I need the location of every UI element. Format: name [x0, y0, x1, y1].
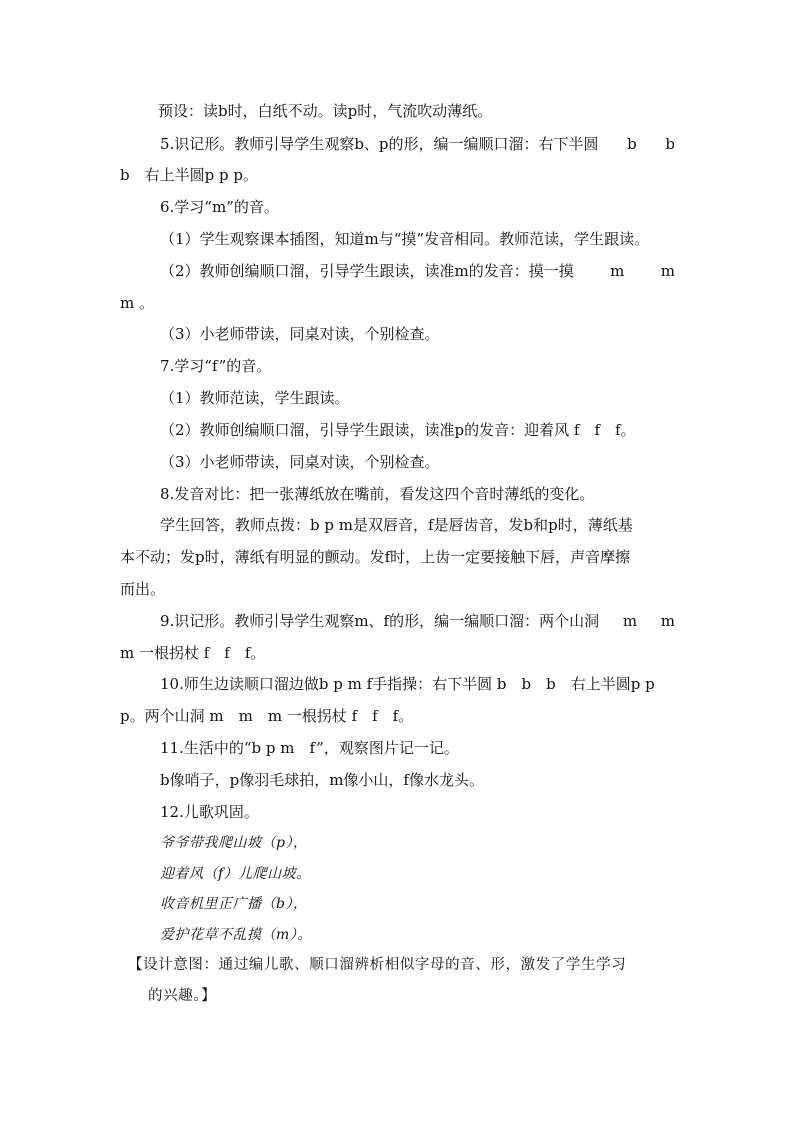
paragraph-line: p。两个山洞 m m m 一根拐杖 f f f。 — [120, 707, 414, 725]
paragraph-line: m 一根拐杖 f f f。 — [120, 644, 266, 662]
text-segment: m — [660, 612, 675, 630]
text-segment: b — [627, 135, 637, 153]
section-heading: 10.师生边读顺口溜边做b p m f手指操：右下半圆 b b b 右上半圆p p — [160, 675, 655, 693]
paragraph-line — [160, 261, 675, 281]
paragraph-line: m 。 — [120, 294, 154, 312]
paragraph-line: （1）学生观察课本插图，知道m与“摸”发音相同。教师范读，学生跟读。 — [160, 230, 650, 248]
paragraph-line: （3）小老师带读，同桌对读，个别检查。 — [160, 325, 440, 343]
paragraph-line: （2）教师创编顺口溜，引导学生跟读，读准p的发音：迎着风 f f f。 — [160, 421, 636, 439]
section-heading: 8.发音对比：把一张薄纸放在嘴前，看发这四个音时薄纸的变化。 — [160, 485, 595, 503]
poem-line: 爷爷带我爬山坡（p）， — [160, 835, 308, 851]
paragraph-line: b像哨子，p像羽毛球拍，m像小山，f像水龙头。 — [160, 771, 484, 789]
paragraph-line: b 右上半圆p p p。 — [120, 166, 258, 184]
design-intent-line: 的兴趣。】 — [148, 988, 217, 1004]
paragraph-line: （3）小老师带读，同桌对读，个别检查。 — [160, 453, 440, 471]
poem-line: 迎着风（f）儿爬山坡。 — [160, 866, 311, 882]
paragraph-line — [160, 134, 675, 154]
text-segment: m — [660, 262, 675, 280]
section-heading: 6.学习“m”的音。 — [160, 198, 279, 216]
text-segment: （2）教师创编顺口溜，引导学生跟读，读准m的发音：摸一摸 — [160, 262, 574, 280]
poem-line: 爱护花草不乱摸（m）。 — [160, 927, 312, 943]
text-segment: m — [610, 262, 625, 280]
text-segment: 5.识记形。教师引导学生观察b、p的形，编一编顺口溜：右下半圆 — [160, 135, 599, 153]
paragraph-line: （1）教师范读，学生跟读。 — [160, 389, 350, 407]
section-heading: 7.学习“f”的音。 — [160, 357, 272, 375]
poem-line: 收音机里正广播（b）， — [160, 896, 308, 912]
section-heading: 12.儿歌巩固。 — [160, 803, 259, 821]
paragraph-line — [160, 611, 675, 631]
text-segment: m — [622, 612, 638, 630]
design-intent-line: 【设计意图：通过编儿歌、顺口溜辨析相似字母的音、形，激发了学生学习 — [128, 957, 627, 973]
text-segment: b — [665, 135, 675, 153]
paragraph-line: 学生回答，教师点拨：b p m是双唇音，f是唇齿音，发b和p时，薄纸基 — [160, 516, 633, 534]
paragraph-line: 预设：读b时，白纸不动。读p时，气流吹动薄纸。 — [158, 102, 493, 120]
section-heading: 11.生活中的“b p m f”，观察图片记一记。 — [160, 739, 459, 757]
text-segment: 9.识记形。教师引导学生观察m、f的形，编一编顺口溜：两个山洞 — [160, 612, 600, 630]
paragraph-line: 本不动；发p时，薄纸有明显的颤动。发f时，上齿一定要接触下唇，声音摩擦 — [120, 548, 631, 566]
paragraph-line: 而出。 — [120, 580, 166, 598]
